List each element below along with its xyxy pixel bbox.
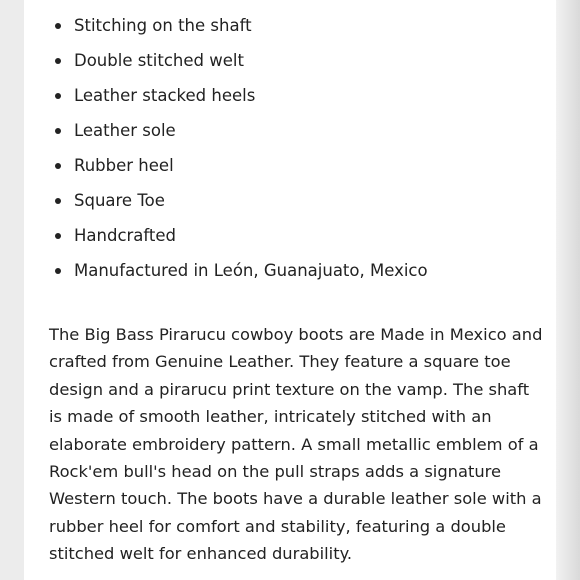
bullet-icon	[55, 128, 61, 134]
feature-text: Handcrafted	[74, 226, 177, 245]
feature-list-item	[24, 43, 556, 78]
feature-text: Double stitched welt	[74, 51, 244, 70]
bullet-icon	[55, 268, 61, 274]
feature-text: Square Toe	[74, 191, 165, 210]
bullet-icon	[55, 233, 61, 239]
feature-list-item	[24, 78, 556, 113]
feature-list-item	[24, 113, 556, 148]
feature-text: Leather sole	[74, 121, 176, 140]
feature-text: Stitching on the shaft	[74, 16, 252, 35]
bullet-icon	[55, 93, 61, 99]
feature-list-item	[24, 253, 556, 288]
product-details-card	[24, 0, 556, 580]
feature-list-item	[24, 148, 556, 183]
product-description: The Big Bass Pirarucu cowboy boots are Made in Mexico and crafted from Genuine Leather. They feature a square toe design and a pirarucu print texture on the vamp. The shaft is made of smooth leather, intricately stitched with an elaborate embroidery pattern. A small metallic emblem of a Rock'em bull's head on the pull straps adds a signature Western touch. The boots have a durable leather sole with a rubber heel for comfort and stability, featuring a double stitched welt for enhanced durability.	[49, 325, 543, 564]
feature-list-item	[24, 8, 556, 43]
feature-list-item	[24, 218, 556, 253]
feature-list	[24, 8, 556, 288]
page-edge-shadow	[556, 0, 580, 580]
feature-text: Leather stacked heels	[74, 86, 256, 105]
bullet-icon	[55, 198, 61, 204]
bullet-icon	[55, 23, 61, 29]
bullet-icon	[55, 163, 61, 169]
feature-text: Manufactured in León, Guanajuato, Mexico	[74, 261, 428, 280]
feature-list-item	[24, 183, 556, 218]
bullet-icon	[55, 58, 61, 64]
feature-text: Rubber heel	[74, 156, 174, 175]
